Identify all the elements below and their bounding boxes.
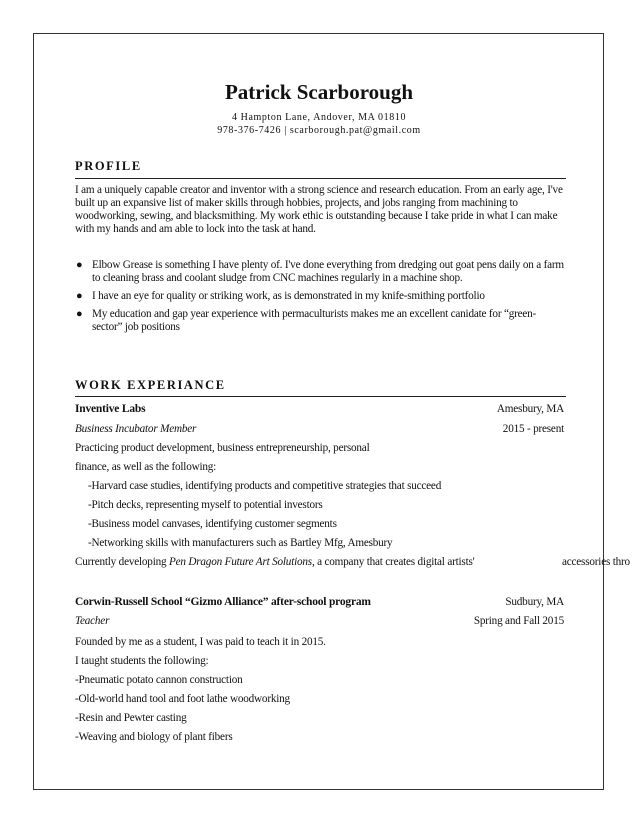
- candidate-name: Patrick Scarborough: [224, 80, 414, 104]
- profile-bullet: [75, 259, 566, 285]
- current-prefix: Currently developing: [75, 556, 169, 568]
- job-title: Teacher: [75, 615, 110, 627]
- job-location: Sudbury, MA: [505, 596, 564, 608]
- job-org: Inventive Labs: [75, 403, 146, 415]
- job-line: Founded by me as a student, I was paid to teach it in 2015.: [75, 636, 326, 648]
- work-divider: [75, 396, 566, 397]
- current-overflow: accessories thro: [562, 556, 630, 568]
- address-line: 4 Hampton Lane, Andover, MA 01810: [231, 112, 407, 123]
- job-line: -Pneumatic potato cannon construction: [75, 674, 243, 686]
- profile-summary: I am a uniquely capable creator and inventor with a strong science and research education. From an early age, I've built up an expansive list of maker skills through hobbies, projects, and jobs ranging from machining to woodworking, sewing, and blacksmithing. My work ethic is outstanding because I take pride in what I can make with my hands and am able to lock into the task at hand.: [75, 184, 563, 235]
- job-title: Business Incubator Member: [75, 423, 197, 435]
- job-current-line: [75, 556, 474, 568]
- profile-bullet: [75, 290, 566, 303]
- job-line: -Networking skills with manufacturers such as Bartley Mfg, Amesbury: [88, 537, 393, 549]
- bullet-text: My education and gap year experience with permaculturists makes me an excellent canidate for “green-sector” job positions: [92, 308, 537, 333]
- current-suffix: a company that creates digital artists': [314, 556, 475, 568]
- profile-heading: PROFILE: [75, 159, 142, 173]
- bullet-icon: ●: [76, 308, 83, 320]
- job-line: -Business model canvases, identifying customer segments: [88, 518, 337, 530]
- job-line: I taught students the following:: [75, 655, 209, 667]
- job-line: finance, as well as the following:: [75, 461, 217, 473]
- job-location: Amesbury, MA: [496, 403, 564, 415]
- job-line: -Old-world hand tool and foot lathe woodworking: [75, 693, 290, 705]
- bullet-text: Elbow Grease is something I have plenty of. I've done everything from dredging out goat pens daily on a farm to cleaning brass and coolant sludge from CNC machines regularly in a machine shop.: [92, 259, 564, 284]
- bullet-icon: ●: [76, 259, 83, 271]
- work-heading: WORK EXPERIANCE: [75, 378, 226, 392]
- job-org: Corwin-Russell School “Gizmo Alliance” after-school program: [75, 596, 371, 608]
- job-line: -Pitch decks, representing myself to potential investors: [88, 499, 323, 511]
- contact-line: 978-376-7426 | scarborough.pat@gmail.com: [217, 125, 421, 136]
- job-line: Practicing product development, business entrepreneurship, personal: [75, 442, 370, 454]
- current-project: Pen Dragon Future Art Solutions,: [168, 556, 315, 568]
- profile-bullets: [75, 259, 566, 334]
- profile-divider: [75, 178, 566, 179]
- profile-bullet: [75, 308, 566, 334]
- bullet-text: I have an eye for quality or striking work, as is demonstrated in my knife-smithing portfolio: [92, 290, 485, 302]
- job-line: -Resin and Pewter casting: [75, 712, 187, 724]
- job-line: -Weaving and biology of plant fibers: [75, 731, 233, 743]
- job-dates: 2015 - present: [502, 423, 564, 435]
- bullet-icon: ●: [76, 290, 83, 302]
- job-dates: Spring and Fall 2015: [473, 615, 564, 627]
- job-line: -Harvard case studies, identifying products and competitive strategies that succeed: [88, 480, 442, 492]
